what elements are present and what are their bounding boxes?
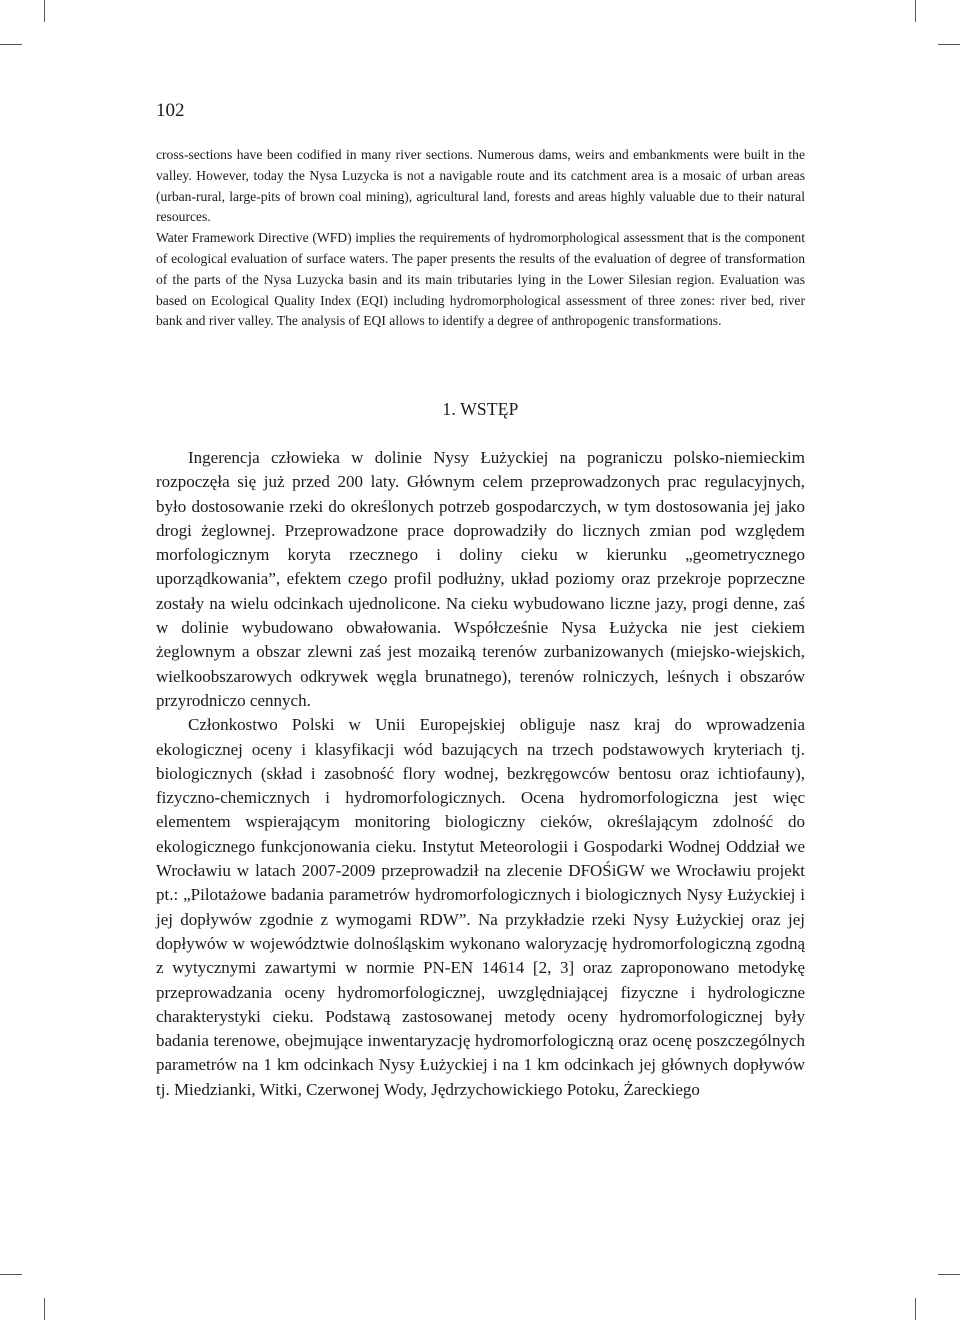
abstract [156, 145, 805, 332]
page-number: 102 [156, 100, 185, 121]
section-body [156, 446, 805, 1102]
crop-mark-left-upper [0, 44, 22, 45]
crop-mark-top-right [915, 0, 916, 22]
abstract-paragraph: cross-sections have been codified in many river sections. Numerous dams, weirs and embankments were built in the valley. However, today the Nysa Luzycka is not a navigable route and its catchment area is a mosaic of urban areas (urban-rural, large-pits of brown coal mining), agricultural land, forests and areas highly valuable due to their natural resources. [156, 147, 805, 225]
abstract-paragraph: Water Framework Directive (WFD) implies the requirements of hydromorphological assessment that is the component of ecological evaluation of surface waters. The paper presents the results of the evaluation of degree of transformation of the parts of the Nysa Luzycka basin and its main tributaries lying in the Lower Silesian region. Evaluation was based on Ecological Quality Index (EQI) including hydromorphological assessment of three zones: river bed, river bank and river valley. The analysis of EQI allows to identify a degree of anthropogenic transformations. [156, 230, 805, 329]
section-heading: 1. WSTĘP [442, 399, 519, 419]
body-paragraph: Ingerencja człowieka w dolinie Nysy Łużyckiej na pograniczu polsko-niemieckim rozpoczęła się już przed 200 laty. Głównym celem przeprowadzonych prac regulacyjnych, było dostosowanie rzeki do określonych potrzeb gospodarczych, w tym dostosowania jej jako drogi żeglownej. Przeprowadzone prace doprowadziły do licznych zmian pod względem morfologicznym koryta rzecznego i doliny cieku w kierunku „geometrycznego uporządkowania”, efektem czego profil podłużny, układ poziomy oraz przekroje poprzeczne zostały na wielu odcinkach ujednolicone. Na cieku wybudowano liczne jazy, progi denne, zaś w dolinie wybudowano obwałowania. Współcześnie Nysa Łużycka nie jest ciekiem żeglownym a obszar zlewni zaś jest mozaiką terenów zurbanizowanych (miejsko-wiejskich, wielkoobszarowych odkrywek węgla brunatnego), terenów rolniczych, leśnych i obszarów przyrodniczo cennych. [156, 448, 805, 710]
crop-mark-right-lower [938, 1274, 960, 1275]
body-paragraph: Członkostwo Polski w Unii Europejskiej obliguje nasz kraj do wprowadzenia ekologicznej oceny i klasyfikacji wód bazujących na trzech podstawowych kryteriach tj. biologicznych (skład i zasobność flory wodnej, bezkręgowców bentosu oraz ichtiofauny), fizyczno-chemicznych i hydromorfologicznych. Ocena hydromorfologiczna jest więc elementem wspierającym monitoring biologiczny cieków, określającym zdolność do ekologicznego funkcjonowania cieku. Instytut Meteorologii i Gospodarki Wodnej Oddział we Wrocławiu w latach 2007-2009 przeprowadził na zlecenie DFOŚiGW we Wrocławiu projekt pt.: „Pilotażowe badania parametrów hydromorfologicznych i biologicznych Nysy Łużyckiej i jej dopływów zgodnie z wymogami RDW”. Na przykładzie rzeki Nysy Łużyckiej oraz jej dopływów w województwie dolnośląskim wykonano waloryzację hydromorfologiczną zgodną z wytycznymi zawartymi w normie PN-EN 14614 [2, 3] oraz zaproponowano metodykę przeprowadzania oceny hydromorfologicznej, uwzględniającej fizyczne i hydrologiczne charakterystyki cieku. Podstawą zastosowanej metody oceny hydromorfologicznej były badania terenowe, obejmujące inwentaryzację hydromorfologiczną oraz ocenę poszczególnych parametrów na 1 km odcinkach Nysy Łużyckiej i na 1 km odcinkach jej głównych dopływów tj. Miedzianki, Witki, Czerwonej Wody, Jędrzychowickiego Potoku, Żareckiego [156, 715, 805, 1099]
crop-mark-left-lower [0, 1274, 22, 1275]
crop-mark-bottom-left [44, 1298, 45, 1320]
crop-mark-right-upper [938, 44, 960, 45]
crop-mark-bottom-right [915, 1298, 916, 1320]
crop-mark-top-left [44, 0, 45, 22]
